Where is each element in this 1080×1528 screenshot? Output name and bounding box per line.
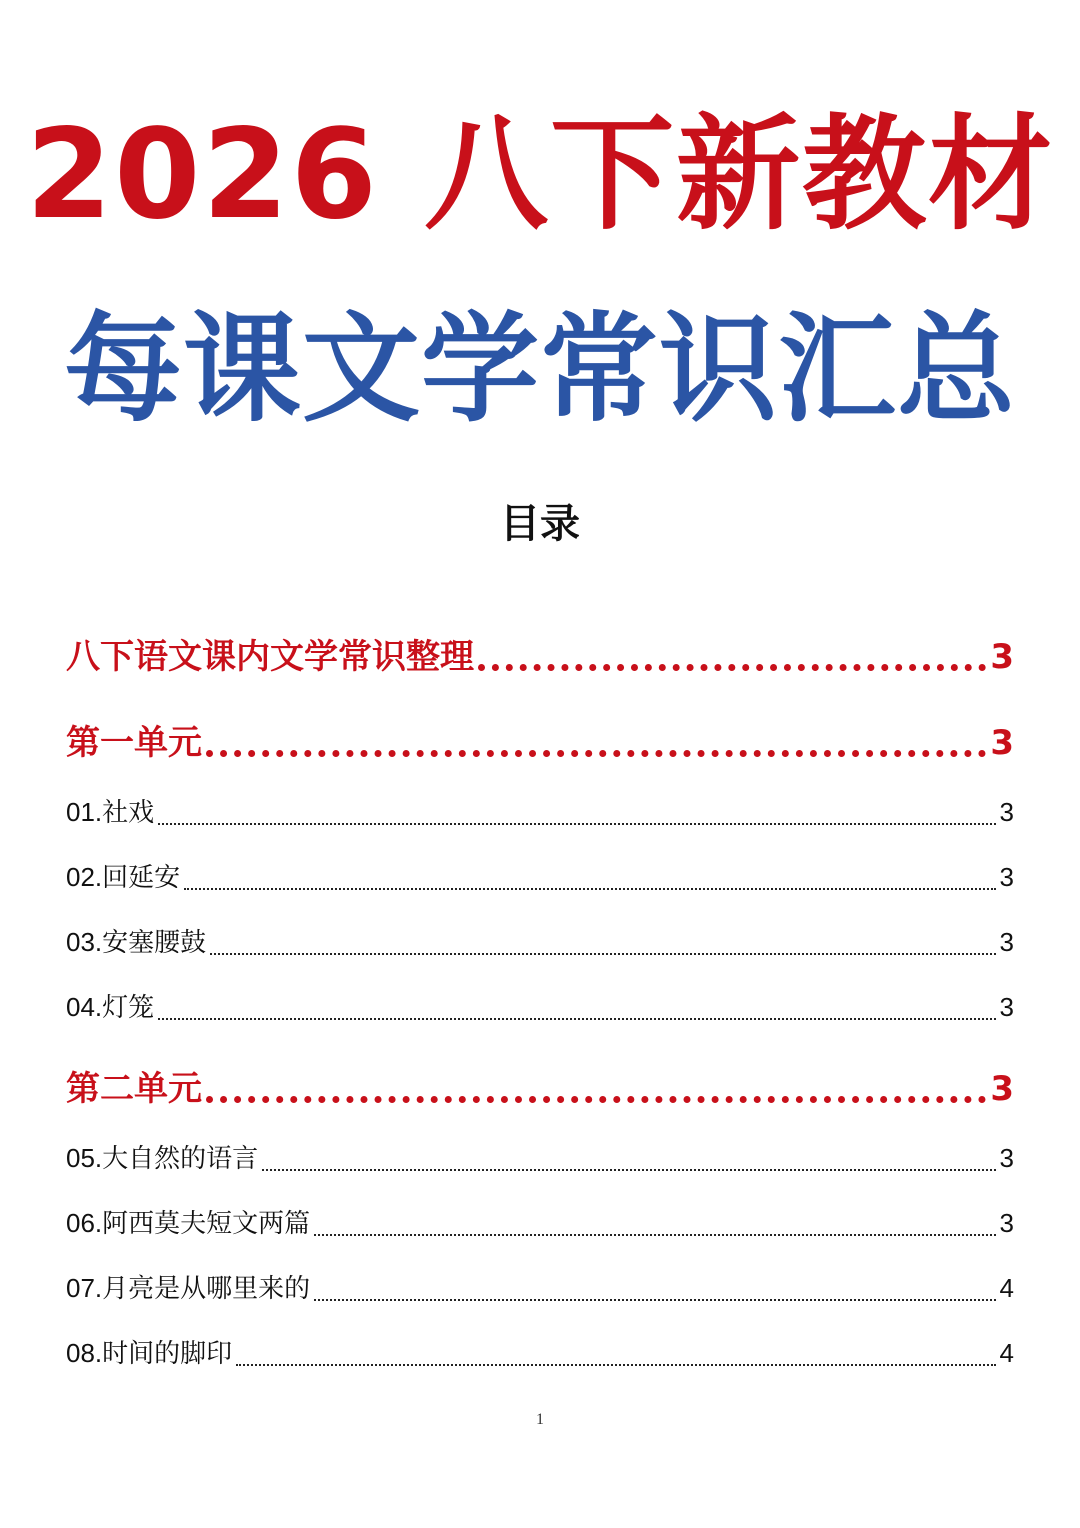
toc-dot-leader (478, 664, 986, 671)
toc-entry-page: 3 (990, 637, 1014, 677)
toc-entry-label: 08.时间的脚印 (66, 1338, 233, 1368)
toc-entry-lesson[interactable] (66, 1313, 1014, 1378)
toc-entry-page: 3 (999, 797, 1014, 827)
toc-heading: 目录 (500, 501, 580, 547)
toc-entry-unit-2[interactable] (66, 1032, 1014, 1118)
toc-entry-lesson[interactable] (66, 902, 1014, 967)
toc-entry-unit-1[interactable] (66, 686, 1014, 772)
toc-entry-page: 3 (990, 1069, 1014, 1109)
toc-entry-lesson[interactable] (66, 772, 1014, 837)
toc-entry-lesson[interactable] (66, 1183, 1014, 1248)
title-line-2: 每课文学常识汇总 (63, 300, 1016, 438)
toc-dot-leader (210, 953, 995, 955)
page-number: 1 (536, 1411, 544, 1428)
toc-entry-page: 3 (999, 1208, 1014, 1238)
toc-entry-lesson[interactable] (66, 837, 1014, 902)
toc-entry-label: 01.社戏 (66, 797, 155, 827)
toc-entry-page: 3 (999, 1143, 1014, 1173)
toc-entry-lesson[interactable] (66, 1118, 1014, 1183)
toc-entry-label: 04.灯笼 (66, 992, 155, 1022)
toc-entry-page: 3 (999, 862, 1014, 892)
toc-entry-label: 07.月亮是从哪里来的 (66, 1273, 311, 1303)
toc-dot-leader (314, 1299, 995, 1301)
toc-entry-page: 3 (990, 723, 1014, 763)
toc-dot-leader (262, 1169, 995, 1171)
toc-dot-leader (236, 1364, 995, 1366)
toc-entry-label: 02.回延安 (66, 862, 181, 892)
toc-dot-leader (184, 888, 995, 890)
toc-entry-page: 3 (999, 992, 1014, 1022)
toc-dot-leader (158, 823, 995, 825)
title-line-1: 2026 八下新教材 (25, 103, 1055, 247)
toc-entry-label: 八下语文课内文学常识整理 (66, 637, 474, 677)
toc-entry-label: 06.阿西莫夫短文两篇 (66, 1208, 311, 1238)
toc-entry-lesson[interactable] (66, 1248, 1014, 1313)
toc-dot-leader (158, 1018, 995, 1020)
toc-entry-label: 03.安塞腰鼓 (66, 927, 207, 957)
toc-entry-page: 3 (999, 927, 1014, 957)
toc-entry-lesson[interactable] (66, 967, 1014, 1032)
toc-dot-leader (314, 1234, 995, 1236)
toc-entry-page: 4 (999, 1338, 1014, 1368)
toc-entry-section[interactable] (66, 600, 1014, 686)
toc-entry-label: 第二单元 (66, 1069, 202, 1109)
table-of-contents (66, 600, 1014, 1378)
toc-entry-label: 第一单元 (66, 723, 202, 763)
toc-dot-leader (206, 750, 986, 757)
toc-entry-label: 05.大自然的语言 (66, 1143, 259, 1173)
toc-dot-leader (206, 1096, 986, 1103)
toc-entry-page: 4 (999, 1273, 1014, 1303)
